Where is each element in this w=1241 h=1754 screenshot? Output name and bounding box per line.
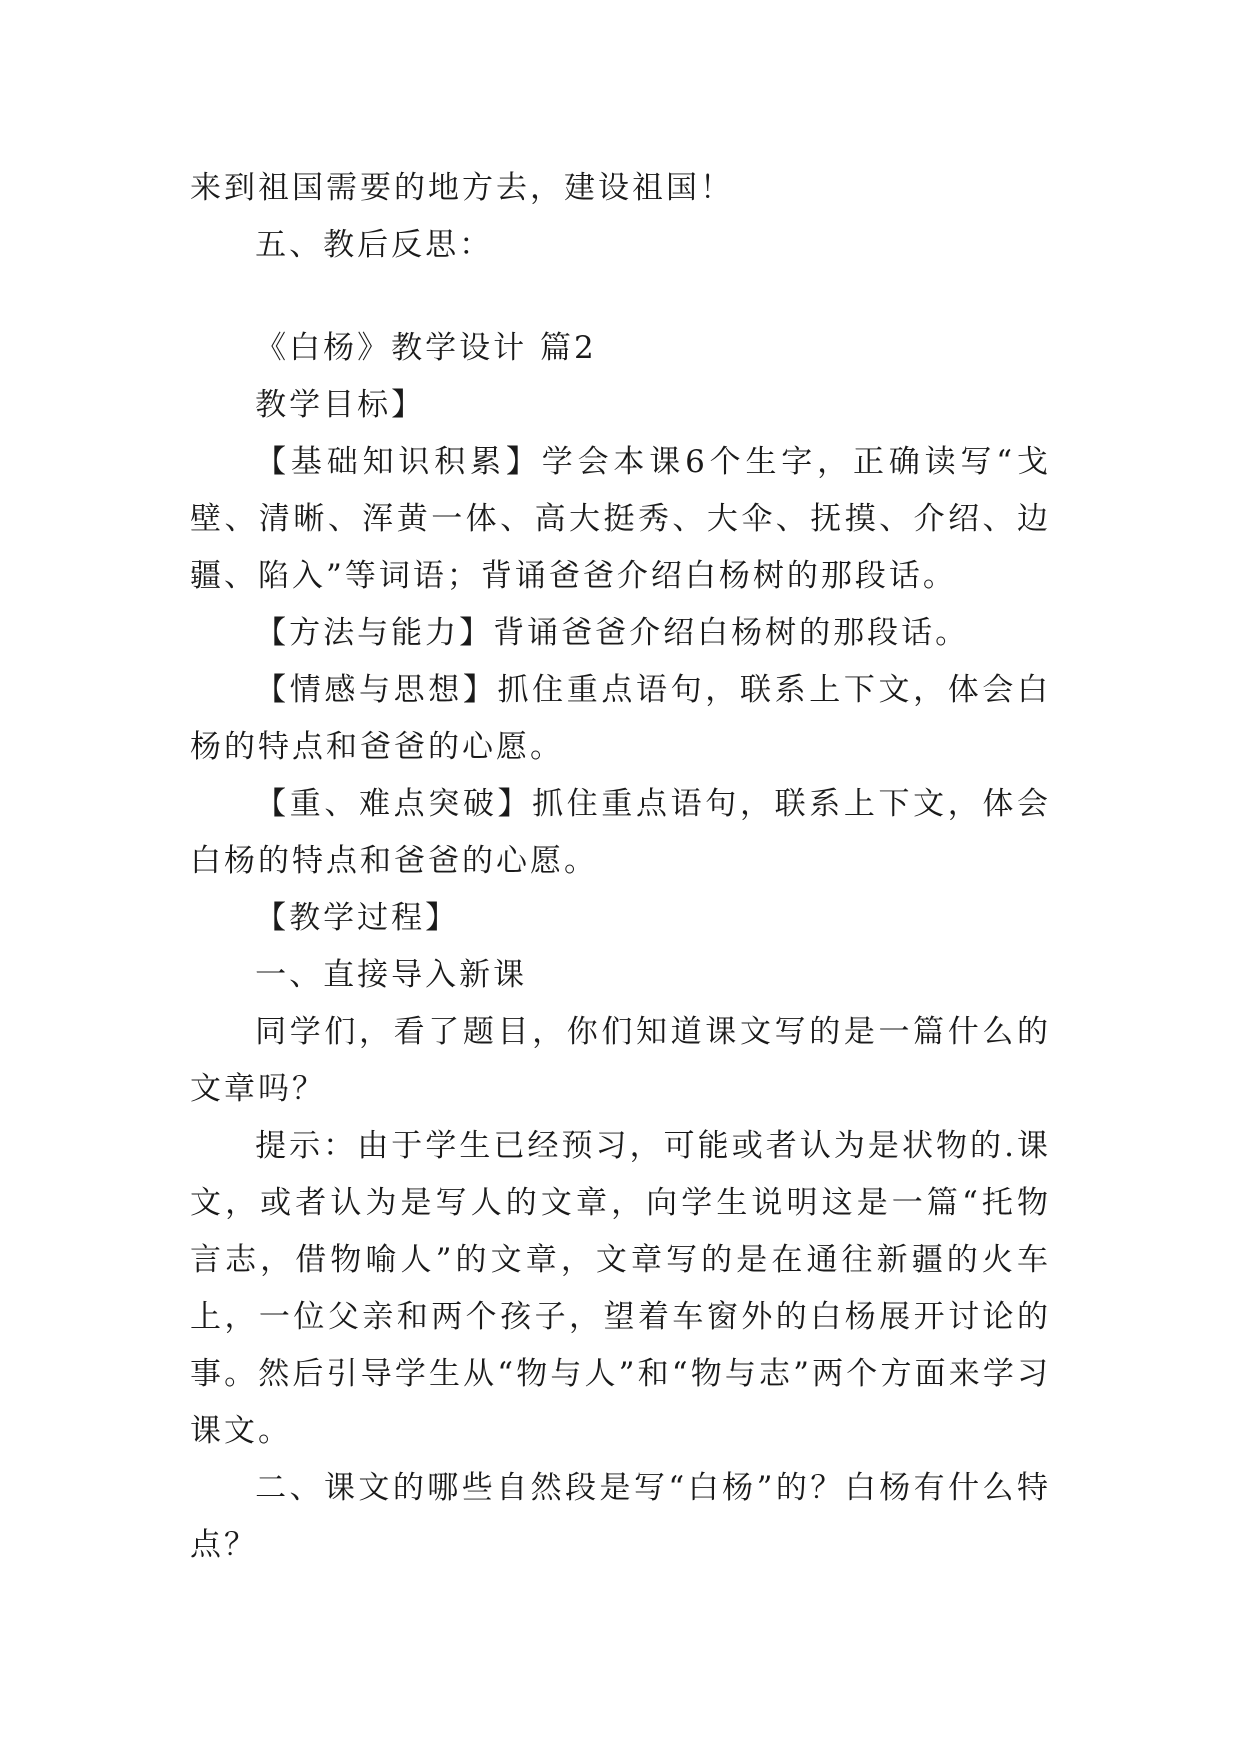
- section-heading-objectives: 教学目标】: [255, 387, 426, 423]
- paragraph-question: 同学们，看了题目，你们知道课文写的是一篇什么的文章吗？: [190, 1014, 1051, 1107]
- paragraph-hint: 提示：由于学生已经预习，可能或者认为是状物的.课文，或者认为是写人的文章，向学生说明这是一篇“托物言志，借物喻人”的文章，文章写的是在通往新疆的火车上，一位父亲和两个孩子，望着车窗外的白杨展开讨论的事。然后引导学生从“物与人”和“物与志”两个方面来学习课文。: [190, 1128, 1051, 1449]
- document-body: [190, 160, 1051, 1574]
- paragraph-method-ability: 【方法与能力】背诵爸爸介绍白杨树的那段话。: [255, 615, 970, 651]
- document-title: 《白杨》教学设计 篇2: [255, 330, 597, 366]
- step-heading-paragraphs: 二、课文的哪些自然段是写“白杨”的？白杨有什么特点？: [190, 1470, 1051, 1563]
- paragraph-continuation: 来到祖国需要的地方去，建设祖国！: [190, 170, 734, 206]
- section-heading-reflection: 五、教后反思：: [255, 227, 494, 263]
- section-heading-process: 【教学过程】: [255, 900, 460, 936]
- paragraph-emotion-thought: 【情感与思想】抓住重点语句，联系上下文，体会白杨的特点和爸爸的心愿。: [190, 672, 1051, 765]
- step-heading-intro: 一、直接导入新课: [255, 957, 528, 993]
- paragraph-basic-knowledge: 【基础知识积累】学会本课6个生字，正确读写“戈壁、清晰、浑黄一体、高大挺秀、大伞、抚摸、介绍、边疆、陷入”等词语；背诵爸爸介绍白杨树的那段话。: [190, 444, 1051, 594]
- paragraph-key-points: 【重、难点突破】抓住重点语句，联系上下文，体会白杨的特点和爸爸的心愿。: [190, 786, 1051, 879]
- blank-line: [190, 274, 1051, 320]
